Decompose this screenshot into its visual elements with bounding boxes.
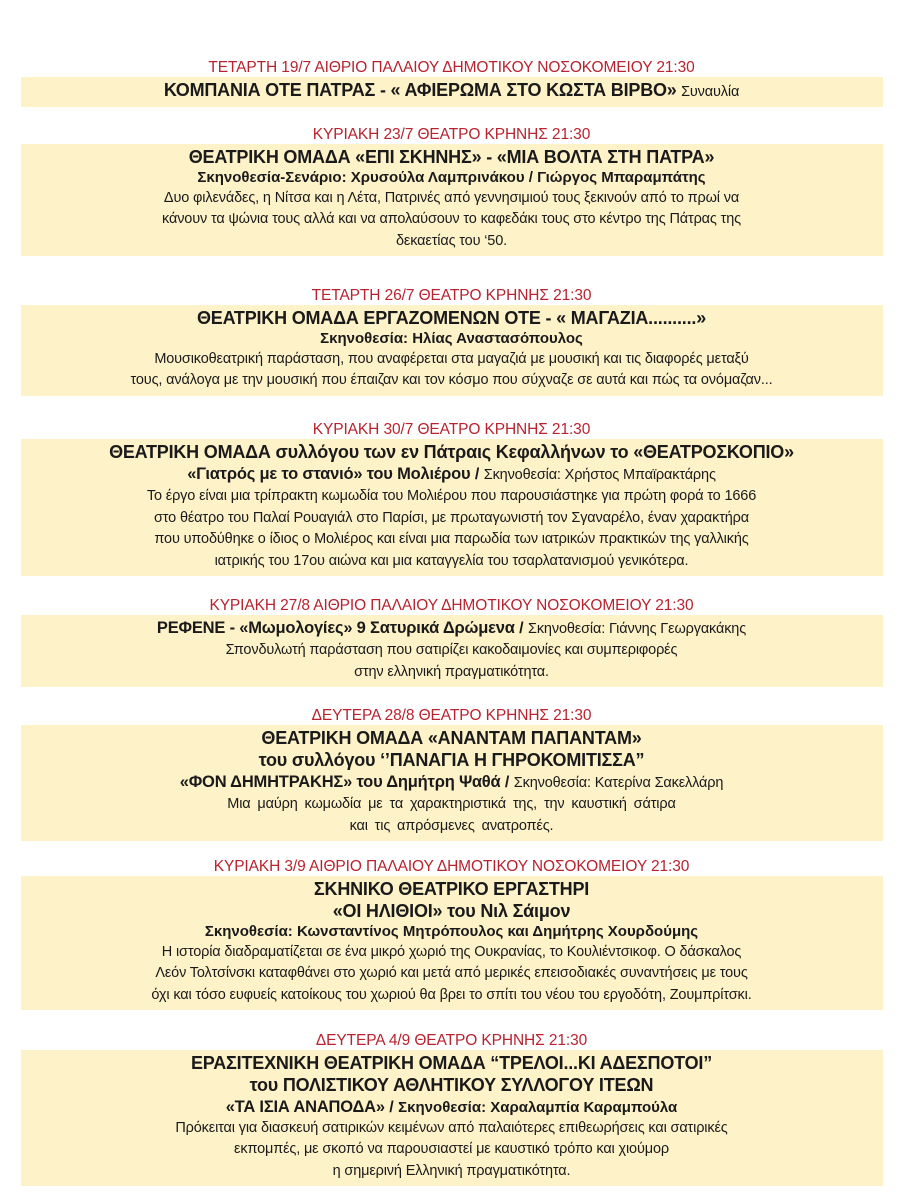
- event-play-line: «ΦΟΝ ΔΗΜΗΤΡΑΚΗΣ» του Δημήτρη Ψαθά / Σκηνοθεσία: Κατερίνα Σακελλάρη: [179, 773, 724, 791]
- event-4: [0, 420, 903, 576]
- event-box: [21, 1050, 883, 1186]
- event-play-line: «Γιατρός με το στανιό» του Μολιέρου / Σκηνοθεσία: Χρήστος Μπαϊρακτάρης: [187, 465, 716, 483]
- event-play: «Γιατρός με το στανιό» του Μολιέρου: [187, 465, 471, 483]
- event-box: [21, 439, 883, 576]
- event-description-line: δεκαετίας του ‘50.: [395, 232, 508, 249]
- event-description-line: στην ελληνική πραγματικότητα.: [354, 663, 549, 680]
- event-title: ΘΕΑΤΡΙΚΗ ΟΜΑΔΑ «ΑΝΑΝΤΑΜ ΠΑΠΑΝΤΑΜ»: [261, 728, 642, 748]
- event-box: [21, 725, 883, 841]
- event-title: ΚΟΜΠΑΝΙΑ ΟΤΕ ΠΑΤΡΑΣ - « ΑΦΙΕΡΩΜΑ ΣΤΟ ΚΩΣΤΑ ΒΙΡΒΟ»: [163, 80, 677, 100]
- event-play-line: «ΤΑ ΙΣΙΑ ΑΝΑΠΟΔΑ» / Σκηνοθεσία: Χαραλαμπία Καραμπούλα: [225, 1098, 678, 1116]
- event-description-line: Η ιστορία διαδραματίζεται σε ένα μικρό χωριό της Ουκρανίας, το Κουλιέντσικοφ. Ο δάσκαλος: [161, 944, 742, 960]
- event-8: [0, 1031, 903, 1186]
- event-director: Σκηνοθεσία: Γιάννης Γεωργακάκης: [528, 621, 747, 637]
- event-subtitle: του ΠΟΛΙΣΤΙΚΟΥ ΑΘΛΗΤΙΚΟΥ ΣΥΛΛΟΓΟΥ ΙΤΕΩΝ: [249, 1075, 654, 1095]
- event-2: [0, 125, 903, 256]
- event-title: ΕΡΑΣΙΤΕΧΝΙΚΗ ΘΕΑΤΡΙΚΗ ΟΜΑΔΑ “ΤΡΕΛΟΙ...ΚΙ ΑΔΕΣΠΟΤΟΙ”: [190, 1053, 712, 1073]
- event-description-line: εκπομπές, με σκοπό να παρουσιαστεί με καυστικό τρόπο και χιούμορ: [234, 1141, 669, 1158]
- event-description-line: Μουσικοθεατρική παράσταση, που αναφέρεται στα μαγαζιά με μουσική και τις διαφορές μεταξύ: [154, 351, 749, 367]
- event-description-line: Σπονδυλωτή παράσταση που σατιρίζει κακοδαιμονίες και συμπεριφορές: [225, 642, 678, 659]
- event-description-line: που υποδύθηκε ο ίδιος ο Μολιέρος και είναι μια παρωδία των ιατρικών πρακτικών της γαλλικής: [154, 531, 749, 548]
- event-date: ΔΕΥΤΕΡΑ 28/8 ΘΕΑΤΡΟ ΚΡΗΝΗΣ 21:30: [311, 707, 592, 724]
- event-title: ΘΕΑΤΡΙΚΗ ΟΜΑΔΑ ΕΡΓΑΖΟΜΕΝΩΝ ΟΤΕ - « ΜΑΓΑΖΙΑ..........»: [196, 308, 707, 328]
- event-director: Σκηνοθεσία: Χαραλαμπία Καραμπούλα: [398, 1099, 678, 1116]
- event-date: ΚΥΡΙΑΚΗ 30/7 ΘΕΑΤΡΟ ΚΡΗΝΗΣ 21:30: [312, 421, 591, 438]
- event-play: «ΤΑ ΙΣΙΑ ΑΝΑΠΟΔΑ»: [225, 1098, 385, 1116]
- event-3: [0, 286, 903, 396]
- event-credits: Σκηνοθεσία-Σενάριο: Χρυσούλα Λαμπρινάκου / Γιώργος Μπαραμπάτης: [197, 169, 706, 186]
- event-play: «ΦΟΝ ΔΗΜΗΤΡΑΚΗΣ» του Δημήτρη Ψαθά: [179, 773, 501, 791]
- event-description-line: Δυο φιλενάδες, η Νίτσα και η Λέτα, Πατρινές από γεννησιμιού τους ξεκινούν από το πρωί να: [163, 190, 740, 206]
- event-box: [21, 77, 883, 107]
- event-box: [21, 144, 883, 256]
- event-description-line: στο θέατρο του Παλαί Ρουαγιάλ στο Παρίσι, με πρωταγωνιστή τον Σγαναρέλο, έναν χαρακτήρα: [153, 509, 750, 526]
- event-1: [0, 58, 903, 107]
- event-description-line: Το έργο είναι μια τρίπρακτη κωμωδία του Μολιέρου που παρουσιάστηκε για πρώτη φορά το 1666: [146, 488, 757, 505]
- event-date: ΤΕΤΑΡΤΗ 26/7 ΘΕΑΤΡΟ ΚΡΗΝΗΣ 21:30: [311, 287, 592, 304]
- event-description-line: ιατρικής του 17ου αιώνα και μια καταγγελία του τσαρλατανισμού γενικότερα.: [214, 552, 689, 569]
- event-title-line: [25, 79, 879, 103]
- event-box: [21, 305, 883, 396]
- event-director: Σκηνοθεσία: Κατερίνα Σακελλάρη: [513, 775, 724, 791]
- event-description-line: Λεόν Τολτσίνσκι καταφθάνει στο χωριό και μετά από μερικές επεισοδιακές συναντήσεις με τους: [155, 965, 748, 982]
- event-description-line: και τις απρόσμενες ανατροπές.: [349, 817, 554, 834]
- event-date: ΤΕΤΑΡΤΗ 19/7 ΑΙΘΡΙΟ ΠΑΛΑΙΟΥ ΔΗΜΟΤΙΚΟΥ ΝΟΣΟΚΟΜΕΙΟΥ 21:30: [208, 59, 695, 76]
- event-date: ΚΥΡΙΑΚΗ 23/7 ΘΕΑΤΡΟ ΚΡΗΝΗΣ 21:30: [312, 126, 591, 143]
- event-title: ΘΕΑΤΡΙΚΗ ΟΜΑΔΑ «ΕΠΙ ΣΚΗΝΗΣ» - «ΜΙΑ ΒΟΛΤΑ ΣΤΗ ΠΑΤΡΑ»: [188, 147, 715, 167]
- event-date: ΚΥΡΙΑΚΗ 3/9 ΑΙΘΡΙΟ ΠΑΛΑΙΟΥ ΔΗΜΟΤΙΚΟΥ ΝΟΣΟΚΟΜΕΙΟΥ 21:30: [213, 858, 690, 875]
- event-date: ΚΥΡΙΑΚΗ 27/8 ΑΙΘΡΙΟ ΠΑΛΑΙΟΥ ΔΗΜΟΤΙΚΟΥ ΝΟΣΟΚΟΜΕΙΟΥ 21:30: [209, 597, 694, 614]
- event-title: ΘΕΑΤΡΙΚΗ ΟΜΑΔΑ συλλόγου των εν Πάτραις Κεφαλλήνων το «ΘΕΑΤΡΟΣΚΟΠΙΟ»: [109, 442, 794, 462]
- event-genre: Συναυλία: [681, 84, 740, 100]
- event-subtitle: του συλλόγου ‘’ΠΑΝΑΓΙΑ Η ΓΗΡΟΚΟΜΙΤΙΣΣΑ”: [258, 750, 645, 770]
- event-credits: Σκηνοθεσία: Κωνσταντίνος Μητρόπουλος και Δημήτρης Χουρδούμης: [204, 923, 699, 940]
- event-play: ΡΕΦΕΝΕ - «Μωμολογίες» 9 Σατυρικά Δρώμενα: [156, 619, 515, 637]
- event-description-line: τους, ανάλογα με την μουσική που έπαιζαν και τον κόσμο που σύχναζε σε αυτά και πώς τα ονόμαζαν...: [130, 372, 773, 389]
- event-subtitle: «ΟΙ ΗΛΙΘΙΟΙ» του Νιλ Σάιμον: [332, 901, 571, 921]
- event-description-line: Μια μαύρη κωμωδία με τα χαρακτηριστικά της, την καυστική σάτιρα: [227, 796, 676, 813]
- event-description-line: Πρόκειται για διασκευή σατιρικών κειμένων από παλαιότερες επιθεωρήσεις και σατιρικές: [175, 1120, 728, 1136]
- event-description-line: όχι και τόσο ευφυείς κατοίκους του χωριού θα βρει το σπίτι του νέου του εργοδότη, Ζουμπρίτσκι.: [151, 986, 752, 1003]
- event-credits: Σκηνοθεσία: Ηλίας Αναστασόπουλος: [320, 330, 583, 347]
- event-description-line: η σημερινή Ελληνική πραγματικότητα.: [332, 1162, 571, 1179]
- event-box: [21, 876, 883, 1010]
- event-title: ΣΚΗΝΙΚΟ ΘΕΑΤΡΙΚΟ ΕΡΓΑΣΤΗΡΙ: [313, 879, 590, 899]
- event-box: [21, 615, 883, 687]
- event-description-line: κάνουν τα ψώνια τους αλλά και να απολαύσουν το καφεδάκι τους στο κέντρο της Πάτρας της: [162, 211, 741, 228]
- event-7: [0, 857, 903, 1010]
- event-date: ΔΕΥΤΕΡΑ 4/9 ΘΕΑΤΡΟ ΚΡΗΝΗΣ 21:30: [315, 1032, 588, 1049]
- event-5: [0, 596, 903, 687]
- event-play-line: ΡΕΦΕΝΕ - «Μωμολογίες» 9 Σατυρικά Δρώμενα / Σκηνοθεσία: Γιάννης Γεωργακάκης: [156, 619, 747, 637]
- event-director: Σκηνοθεσία: Χρήστος Μπαϊρακτάρης: [483, 467, 716, 483]
- event-6: [0, 706, 903, 841]
